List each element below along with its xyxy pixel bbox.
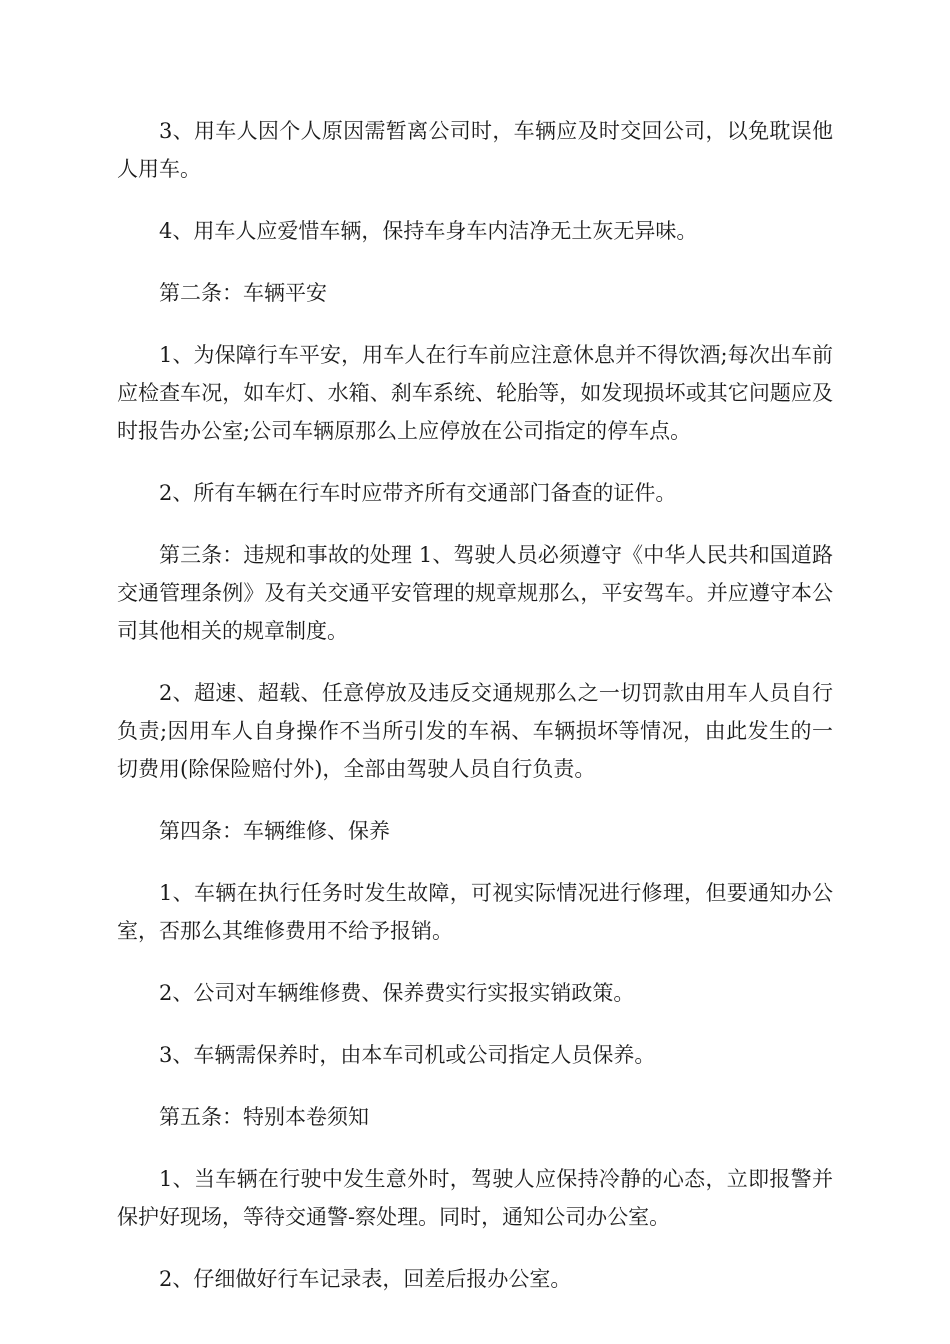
paragraph: 1、车辆在执行任务时发生故障，可视实际情况进行修理，但要通知办公室，否那么其维修费用不给予报销。 xyxy=(117,881,833,943)
document-body xyxy=(117,112,833,1322)
paragraph: 4、用车人应爱惜车辆，保持车身车内洁净无土灰无异味。 xyxy=(159,219,698,243)
section-heading: 第四条：车辆维修、保养 xyxy=(159,819,390,843)
paragraph: 2、仔细做好行车记录表，回差后报办公室。 xyxy=(159,1267,572,1291)
section-heading: 第二条：车辆平安 xyxy=(159,281,327,305)
section-heading: 第五条：特别本卷须知 xyxy=(159,1105,369,1129)
paragraph: 第三条：违规和事故的处理 1、驾驶人员必须遵守《中华人民共和国道路交通管理条例》及有关交通平安管理的规章规那么，平安驾车。并应遵守本公司其他相关的规章制度。 xyxy=(117,543,833,643)
paragraph: 3、用车人因个人原因需暂离公司时，车辆应及时交回公司，以免耽误他人用车。 xyxy=(117,119,833,181)
paragraph: 2、超速、超载、任意停放及违反交通规那么之一切罚款由用车人员自行负责;因用车人自身操作不当所引发的车祸、车辆损坏等情况，由此发生的一切费用(除保险赔付外)，全部由驾驶人员自行负责。 xyxy=(117,681,833,781)
paragraph: 1、为保障行车平安，用车人在行车前应注意休息并不得饮酒;每次出车前应检查车况，如车灯、水箱、刹车系统、轮胎等，如发现损坏或其它问题应及时报告办公室;公司车辆原那么上应停放在公司指定的停车点。 xyxy=(117,343,833,443)
paragraph: 2、公司对车辆维修费、保养费实行实报实销政策。 xyxy=(159,981,635,1005)
paragraph: 3、车辆需保养时，由本车司机或公司指定人员保养。 xyxy=(159,1043,656,1067)
paragraph: 2、所有车辆在行车时应带齐所有交通部门备查的证件。 xyxy=(159,481,677,505)
paragraph: 1、当车辆在行驶中发生意外时，驾驶人应保持冷静的心态，立即报警并保护好现场，等待交通警-察处理。同时，通知公司办公室。 xyxy=(117,1167,833,1229)
